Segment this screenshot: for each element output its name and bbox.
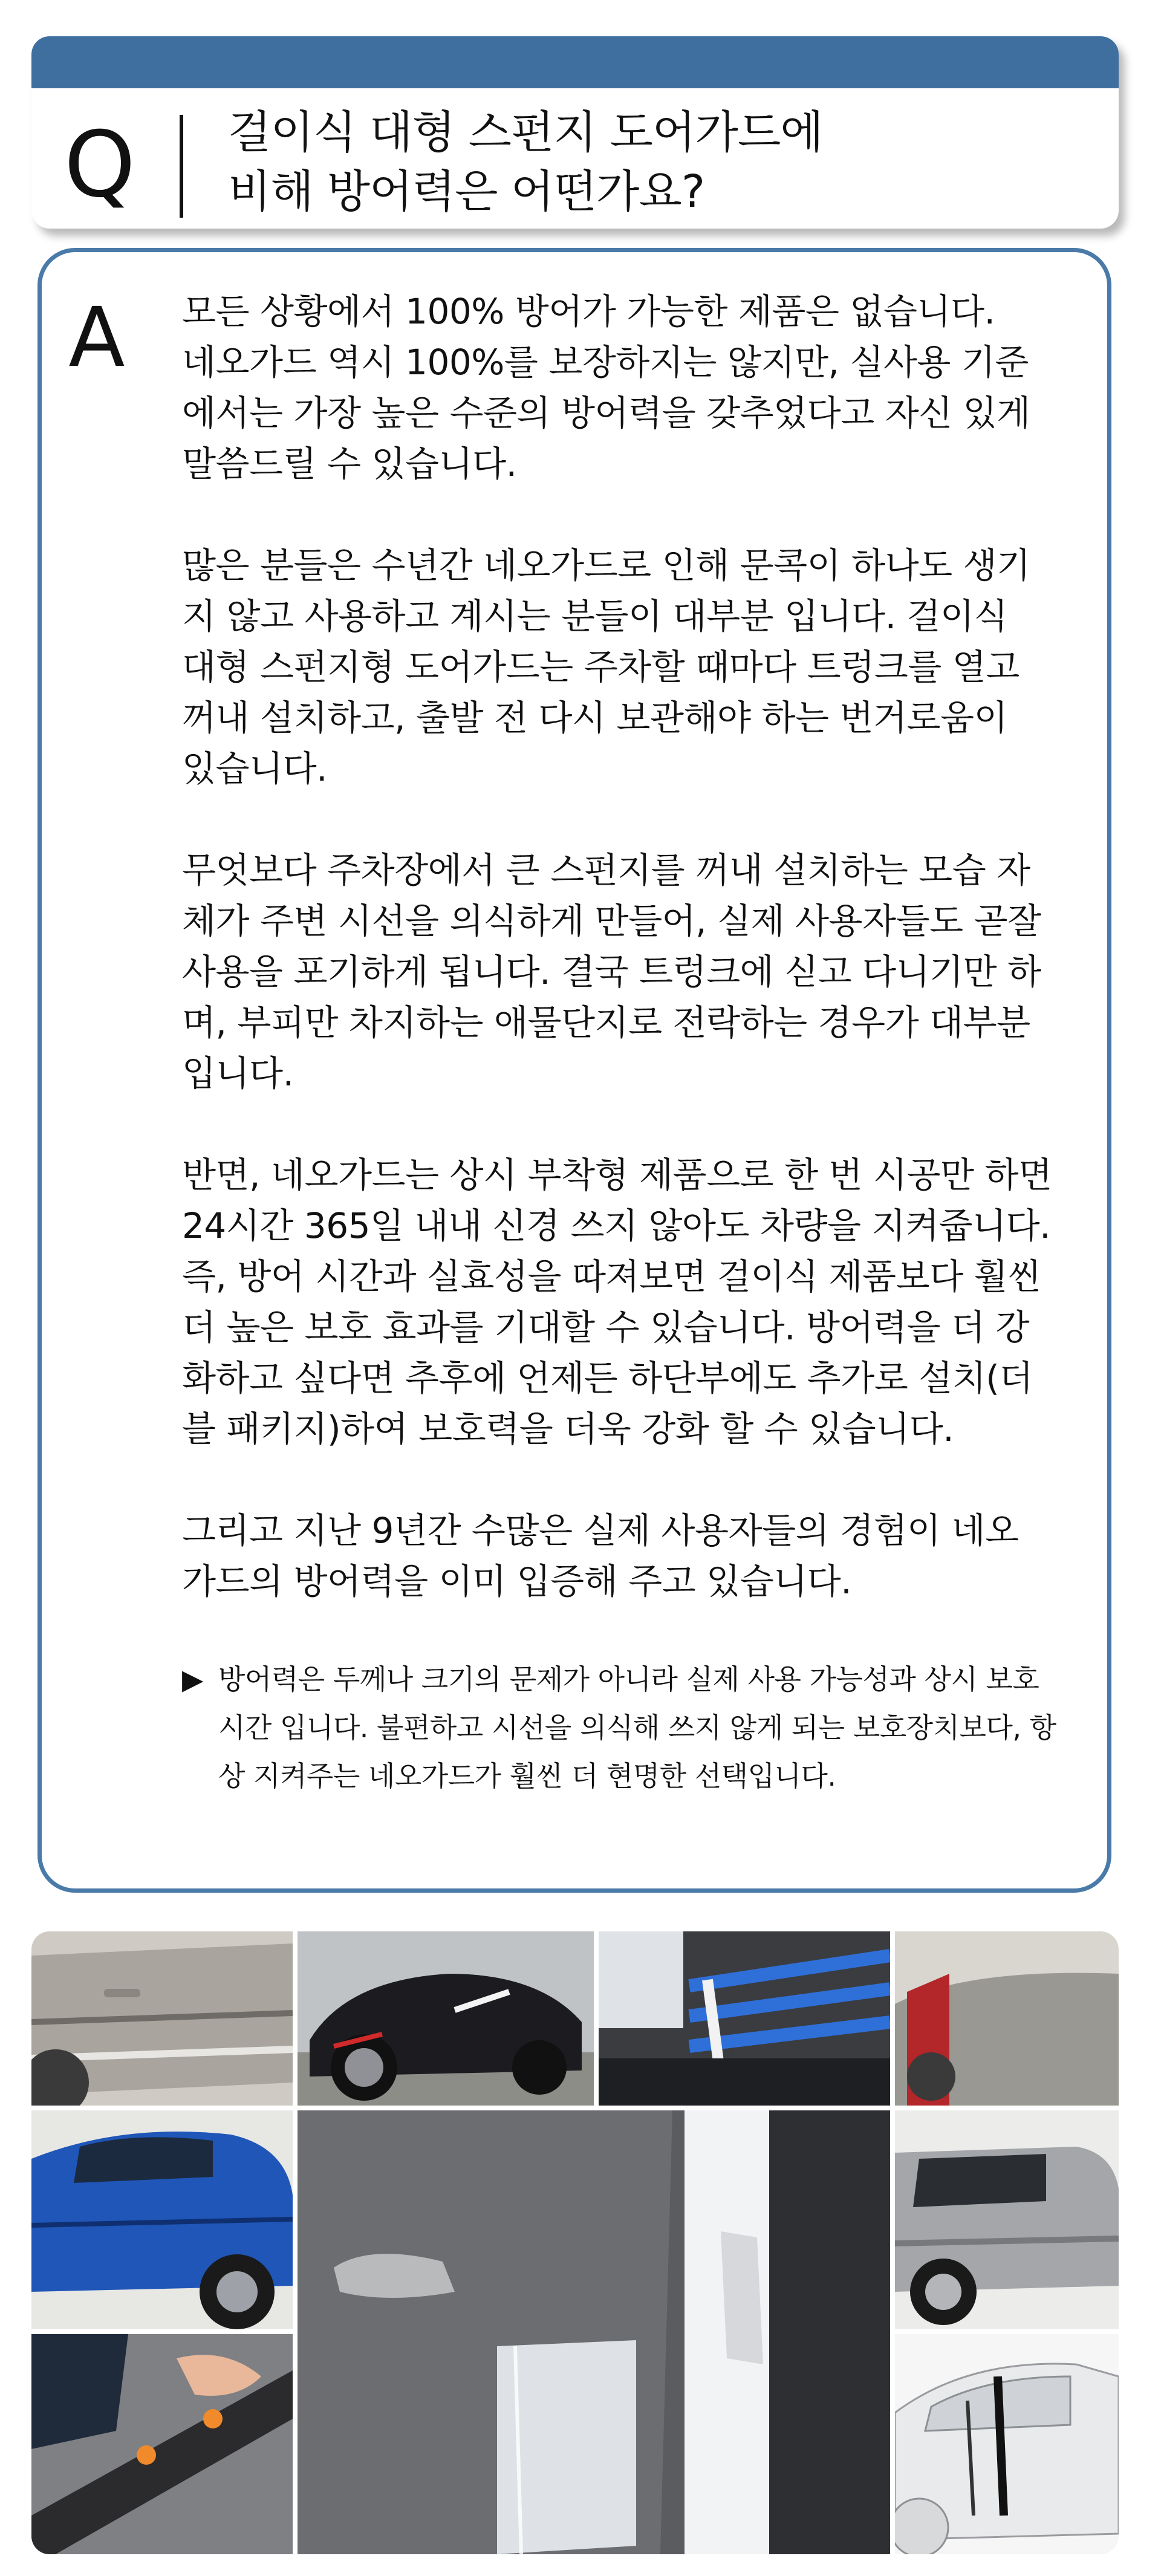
photo-white-car-illustration: [895, 2334, 1119, 2554]
photo-door-guard-closeup: [298, 2110, 890, 2554]
answer-line: 꺼내 설치하고, 출발 전 다시 보관해야 하는 번거로움이: [182, 697, 1008, 738]
photo-black-sports-car: [298, 1931, 594, 2106]
answer-line: 지 않고 사용하고 계시는 분들이 대부분 입니다. 걸이식: [182, 596, 1008, 637]
answer-line: 며, 부피만 차지하는 애물단지로 전락하는 경우가 대부분: [182, 1002, 1030, 1043]
answer-paragraph: [182, 1505, 1089, 1607]
answer-line: 그리고 지난 9년간 수많은 실제 사용자들의 경험이 네오: [182, 1510, 1019, 1551]
photo-hand-installing-guard: [31, 2334, 293, 2554]
answer-line: 체가 주변 시선을 의식하게 만들어, 실제 사용자들도 곧잘: [182, 900, 1041, 942]
answer-marker: A: [68, 290, 125, 386]
answer-line: 말씀드릴 수 있습니다.: [182, 443, 517, 484]
blue-guard-strips-image: [599, 1931, 890, 2106]
answer-paragraph: [182, 540, 1089, 794]
answer-line: 블 패키지)하여 보호력을 더욱 강화 할 수 있습니다.: [182, 1408, 954, 1449]
answer-line: 입니다.: [182, 1053, 294, 1094]
door-guard-closeup-image: [298, 2110, 890, 2554]
photo-silver-car-door-guard: [31, 1931, 293, 2106]
answer-line: 사용을 포기하게 됩니다. 결국 트렁크에 싣고 다니기만 하: [182, 951, 1041, 992]
answer-line: 화하고 싶다면 추후에 언제든 하단부에도 추가로 설치(더: [182, 1358, 1033, 1399]
answer-line: 네오가드 역시 100%를 보장하지는 않지만, 실사용 기준: [182, 342, 1029, 383]
answer-line: 에서는 가장 높은 수준의 방어력을 갖추었다고 자신 있게: [182, 392, 1030, 434]
answer-paragraph: [182, 1150, 1089, 1454]
answer-paragraph: [182, 286, 1089, 489]
note-line: 상 지켜주는 네오가드가 훨씬 더 현명한 선택입니다.: [218, 1760, 836, 1792]
photo-silver-suv: [895, 2110, 1119, 2329]
note-line: 시간 입니다. 불편하고 시선을 의식해 쓰지 않게 되는 보호장치보다, 항: [218, 1711, 1056, 1744]
hand-installing-guard-image: [31, 2334, 293, 2554]
note-first-row: [182, 1655, 1077, 1703]
photo-blue-sedan: [31, 2110, 293, 2329]
question-title: [228, 103, 1099, 221]
answer-note: [182, 1655, 1077, 1800]
answer-line: 무엇보다 주차장에서 큰 스펀지를 꺼내 설치하는 모습 자: [182, 850, 1030, 891]
silver-suv-image: [895, 2110, 1119, 2329]
black-sports-car-image: [298, 1931, 594, 2106]
answer-line: 대형 스펀지형 도어가드는 주차할 때마다 트렁크를 열고: [182, 646, 1020, 688]
question-title-line: 비해 방어력은 어떤가요?: [228, 166, 705, 218]
question-header-bar: [31, 36, 1119, 88]
photo-red-car-door: [895, 1931, 1119, 2106]
answer-line: 있습니다.: [182, 748, 328, 789]
silver-car-door-image: [31, 1931, 293, 2106]
note-line: 방어력은 두께나 크기의 문제가 아니라 실제 사용 가능성과 상시 보호: [218, 1663, 1039, 1696]
question-marker: Q: [63, 112, 136, 218]
question-card: [31, 36, 1119, 229]
answer-line: 많은 분들은 수년간 네오가드로 인해 문콕이 하나도 생기: [182, 545, 1030, 586]
answer-card: [37, 248, 1111, 1893]
answer-line: 반면, 네오가드는 상시 부착형 제품으로 한 번 시공만 하면: [182, 1154, 1052, 1195]
answer-line: 24시간 365일 내내 신경 쓰지 않아도 차량을 지켜줍니다.: [182, 1205, 1051, 1246]
answer-line: 더 높은 보호 효과를 기대할 수 있습니다. 방어력을 더 강: [182, 1307, 1029, 1348]
answer-paragraph: [182, 845, 1089, 1099]
answer-line: 모든 상황에서 100% 방어가 가능한 제품은 없습니다.: [182, 291, 995, 332]
question-divider: [180, 115, 183, 218]
answer-line: 즉, 방어 시간과 실효성을 따져보면 걸이식 제품보다 훨씬: [182, 1256, 1041, 1297]
blue-sedan-image: [31, 2110, 293, 2329]
red-car-door-image: [895, 1931, 1119, 2106]
answer-body: [182, 286, 1089, 1657]
answer-line: 가드의 방어력을 이미 입증해 주고 있습니다.: [182, 1561, 852, 1602]
product-photo-collage: [31, 1931, 1119, 2554]
question-title-line: 걸이식 대형 스펀지 도어가드에: [228, 106, 823, 158]
white-car-illustration-image: [895, 2334, 1119, 2554]
triangle-right-icon: ▶: [182, 1663, 203, 1696]
photo-blue-guard-strips: [599, 1931, 890, 2106]
